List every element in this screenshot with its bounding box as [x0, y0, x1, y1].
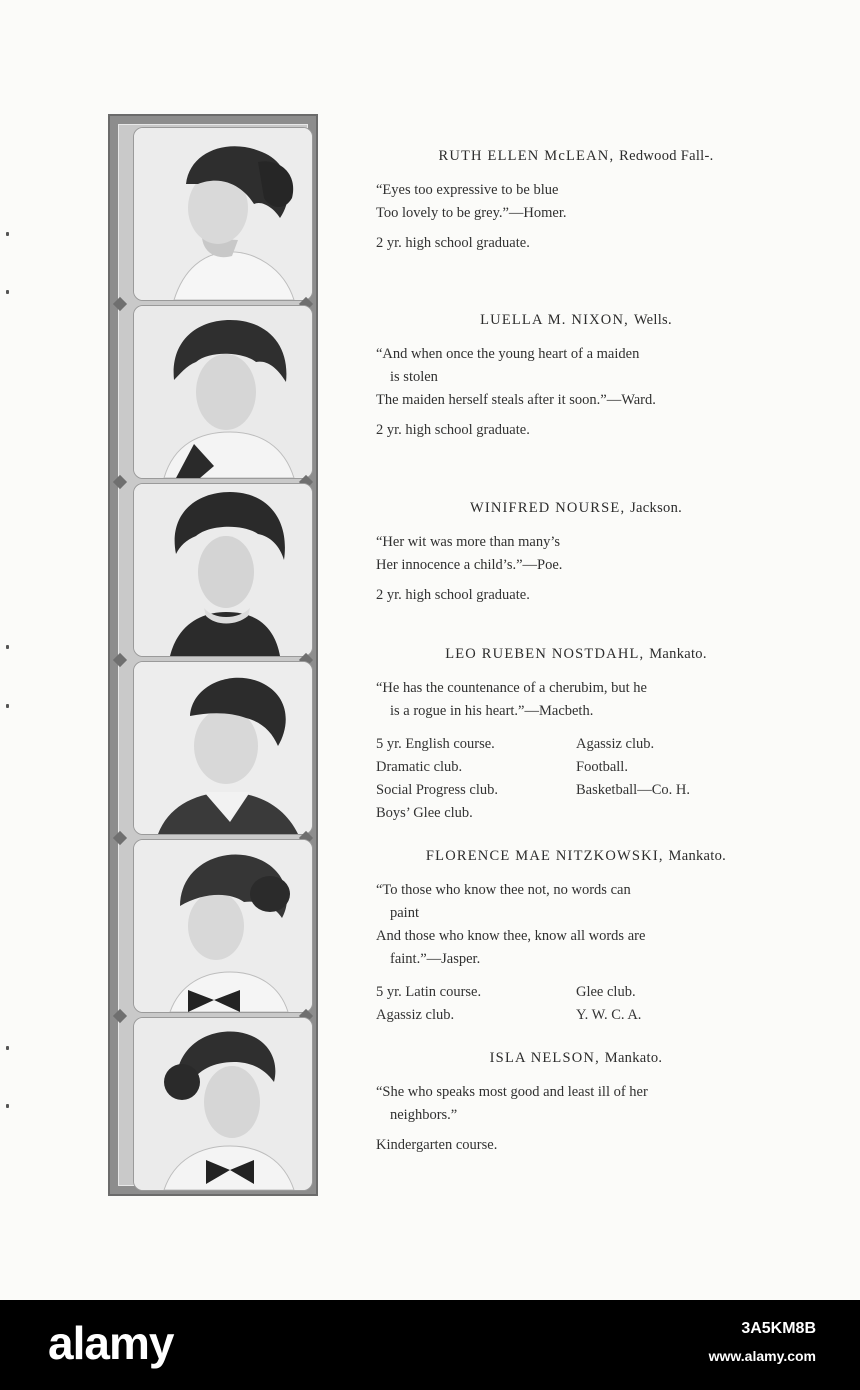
margin-speck	[6, 1104, 9, 1108]
portrait-strip	[108, 114, 318, 1196]
frame-ornament	[113, 831, 127, 845]
image-id-block	[709, 1320, 816, 1364]
frame-ornament	[113, 1009, 127, 1023]
margin-speck	[6, 290, 9, 294]
frame-ornament	[113, 297, 127, 311]
portrait-florence-nitzkowski	[133, 839, 313, 1013]
entry-course: 2 yr. high school graduate.	[376, 422, 530, 438]
frame-ornament	[113, 653, 127, 667]
watermark-bar	[0, 1300, 860, 1390]
entry-quote: “And when once the young heart of a maiden is stolen The maiden herself steals after it soon.”—Ward.	[376, 346, 656, 408]
entry-florence-nitzkowski	[376, 848, 776, 1027]
entry-name: FLORENCE MAE NITZKOWSKI, Mankato.	[425, 848, 727, 864]
activities-col-1: 5 yr. English course. Dramatic club. Social Progress club. Boys’ Glee club.	[376, 736, 499, 821]
frame-ornament	[113, 475, 127, 489]
entry-isla-nelson	[376, 1050, 776, 1154]
margin-speck	[6, 1046, 9, 1050]
margin-speck	[6, 232, 9, 236]
site-link[interactable]: www.alamy.com	[708, 1348, 816, 1364]
entry-ruth-mclean	[376, 148, 776, 252]
entry-course: 2 yr. high school graduate.	[376, 587, 530, 603]
entry-activities	[376, 733, 776, 825]
portrait-strip-inner	[118, 124, 308, 1186]
entry-course: Kindergarten course.	[376, 1137, 498, 1153]
activities-col-1: 5 yr. Latin course. Agassiz club.	[376, 984, 482, 1023]
entry-name: RUTH ELLEN McLEAN, Redwood Fall-.	[438, 148, 714, 164]
portrait-ruth-mclean	[133, 127, 313, 301]
entry-name: ISLA NELSON, Mankato.	[489, 1050, 663, 1066]
entry-quote: “To those who know thee not, no words can paint And those who know thee, know all words are faint.”—Jasper.	[376, 882, 646, 967]
portrait-luella-nixon	[133, 305, 313, 479]
entry-name: LUELLA M. NIXON, Wells.	[480, 312, 672, 328]
entry-quote: “Her wit was more than many’s Her innocence a child’s.”—Poe.	[376, 534, 563, 573]
entry-course: 2 yr. high school graduate.	[376, 235, 530, 251]
entry-name: LEO RUEBEN NOSTDAHL, Mankato.	[445, 646, 707, 662]
activities-col-2: Agassiz club. Football. Basketball—Co. H.	[576, 736, 690, 798]
activities-col-2: Glee club. Y. W. C. A.	[576, 984, 642, 1023]
entry-leo-nostdahl	[376, 646, 776, 825]
portrait-leo-nostdahl	[133, 661, 313, 835]
entry-quote: “She who speaks most good and least ill of her neighbors.”	[376, 1084, 648, 1123]
alamy-logo[interactable]: alamy	[48, 1317, 174, 1369]
entry-name: WINIFRED NOURSE, Jackson.	[469, 500, 683, 516]
margin-speck	[6, 645, 9, 649]
entry-quote: “Eyes too expressive to be blue Too lovely to be grey.”—Homer.	[376, 182, 567, 221]
entry-luella-nixon	[376, 312, 776, 439]
margin-speck	[6, 704, 9, 708]
portrait-isla-nelson	[133, 1017, 313, 1191]
entry-activities	[376, 981, 776, 1027]
portrait-winifred-nourse	[133, 483, 313, 657]
entry-quote: “He has the countenance of a cherubim, but he is a rogue in his heart.”—Macbeth.	[376, 680, 647, 719]
entry-winifred-nourse	[376, 500, 776, 604]
image-id: 3A5KM8B	[741, 1320, 816, 1337]
